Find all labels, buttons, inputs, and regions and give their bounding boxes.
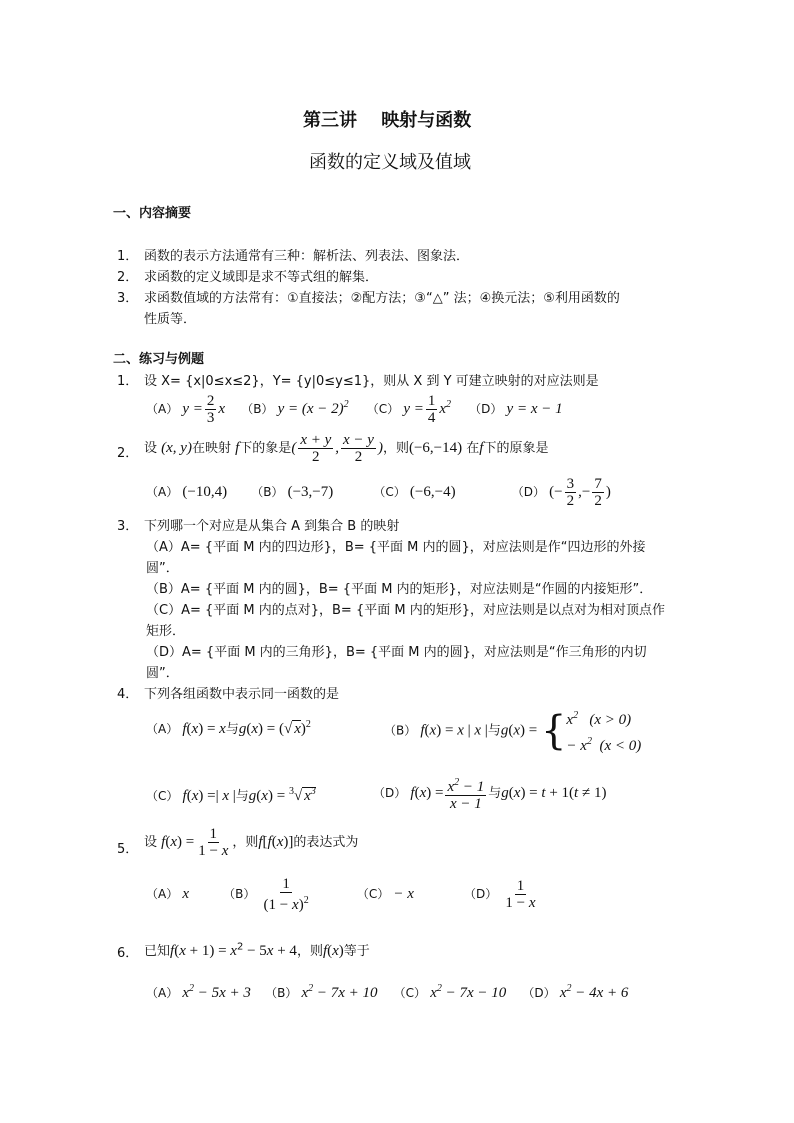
option-label: （A） (146, 986, 179, 1000)
option-math: x (182, 885, 190, 902)
option-label: （C） (356, 886, 390, 901)
option-label: （B） (223, 886, 256, 901)
summary-item-num: 2． (117, 270, 139, 285)
option-math: (−6,−4) (409, 483, 456, 500)
section-heading-exercises: 二、练习与例题 (113, 352, 205, 367)
option-label: （D） (522, 986, 556, 1000)
option-text: （A）A= {平面 M 内的四边形}，B= {平面 M 内的圆}，对应法则是作“四边形的外接 (146, 540, 646, 555)
summary-item-text: 函数的表示方法通常有三种：解析法、列表法、图象法． (144, 249, 470, 264)
option-math: $x^2 - 7x - 10$ (430, 983, 507, 1001)
option-label: （C） (373, 484, 406, 499)
question-text: 下列各组函数中表示同一函数的是 (144, 687, 340, 702)
question-num: 1． (117, 374, 139, 389)
option-math: $x^2 - 5x + 3$ (182, 983, 251, 1001)
option-text-cont: 矩形． (146, 624, 186, 639)
option-text: （C）A= {平面 M 内的点对}，B= {平面 M 内的矩形}，对应法则是以点对为相对顶点作 (146, 603, 665, 618)
page-title: 第三讲 映射与函数 (303, 110, 472, 131)
option-label: （A） (146, 401, 179, 416)
option-label: （B） (251, 484, 284, 499)
question-num: 4． (117, 687, 139, 702)
option-text: （B）A= {平面 M 内的圆}，B= {平面 M 内的矩形}，对应法则是“作圆的内接矩形”． (146, 582, 653, 597)
option-label: （B） (241, 401, 274, 416)
option-math: − x (393, 885, 414, 902)
question-num: 6． (117, 946, 139, 961)
option-math: y = x − 1 (506, 400, 563, 417)
option-math: $\frac{1}{1 - x}$ (505, 878, 536, 911)
option-d: （D） f(x) = $\frac{x^2 - 1}{x - 1}$ 与g(x) = t + 1(t ≠ 1) (373, 777, 607, 812)
question-text: 设 (x, y)在映射 f下的象是( $\frac{x + y}{2}$ , $\frac{x - y}{2}$ )，则(−6,−14) 在f下的原象是 (144, 432, 549, 465)
option-math: (− $\frac{3}{2}$ ,− $\frac{7}{2}$ ) (549, 476, 611, 509)
question-2-options (146, 476, 611, 509)
page-subtitle: 函数的定义域及值域 (309, 152, 471, 173)
option-label: （D） (464, 886, 498, 901)
option-label: （D） (469, 401, 503, 416)
option-label: （C） (366, 401, 400, 416)
option-label: （C） (393, 986, 427, 1000)
question-text: 下列哪一个对应是从集合 A 到集合 B 的映射 (144, 519, 400, 534)
option-math: $x^2 - 4x + 6$ (559, 983, 629, 1001)
summary-item-num: 3． (117, 291, 139, 306)
question-num: 2． (117, 446, 139, 461)
option-math: $\frac{1}{(1 - x)^2}$ (263, 876, 309, 913)
option-text-cont: 圆”． (146, 666, 179, 681)
option-math: $y = (x - 2)^2$ (277, 398, 349, 417)
option-label: （D） (511, 484, 545, 499)
option-math: y = $\frac{2}{3}$ x (182, 393, 226, 426)
option-label: （A） (146, 886, 179, 901)
option-label: （B） (265, 986, 298, 1000)
summary-item-text: 求函数的定义域即是求不等式组的解集． (144, 270, 379, 285)
question-num: 5． (117, 842, 139, 857)
option-label: （A） (146, 484, 179, 499)
question-num: 3． (117, 519, 139, 534)
question-text: 已知$f(x + 1) = x^2 - 5x + 4$，则f(x)等于 (144, 941, 370, 959)
option-c: （C） f(x) =| x |与g(x) = $^3$√ $x^3$ (146, 786, 316, 804)
summary-item-text-cont: 性质等． (144, 312, 197, 327)
question-text: 设 X= {x|0≤x≤2}，Y= {y|0≤y≤1}，则从 X 到 Y 可建立映射的对应法则是 (144, 374, 599, 389)
question-text: 设 f(x) = $\frac{1}{1 - x}$ ，则f[f(x)]的表达式为 (144, 826, 359, 859)
option-math: y = $\frac{1}{4}$ $x^2$ (403, 393, 452, 426)
option-math: (−10,4) (182, 483, 228, 500)
question-5-options (146, 876, 540, 913)
option-math: $x^2 - 7x + 10$ (301, 983, 378, 1001)
option-math: (−3,−7) (287, 483, 334, 500)
option-text-cont: 圆”． (146, 561, 179, 576)
option-text: （D）A= {平面 M 内的三角形}，B= {平面 M 内的圆}，对应法则是“作三角形的内切 (146, 645, 647, 660)
summary-item-text: 求函数值域的方法常有：①直接法；②配方法；③“△” 法；④换元法；⑤利用函数的 (144, 291, 620, 306)
question-1-options (146, 393, 563, 426)
summary-item-num: 1． (117, 249, 139, 264)
option-a: （A） f(x) = x与g(x) = (√ x)$^2$ (146, 719, 311, 737)
option-b: （B） f(x) = x | x |与g(x) = { $x^2$ (x > 0) − $x^2$ (x < 0) (384, 708, 642, 754)
question-6-options (146, 983, 628, 1002)
section-heading-summary: 一、内容摘要 (113, 206, 192, 221)
